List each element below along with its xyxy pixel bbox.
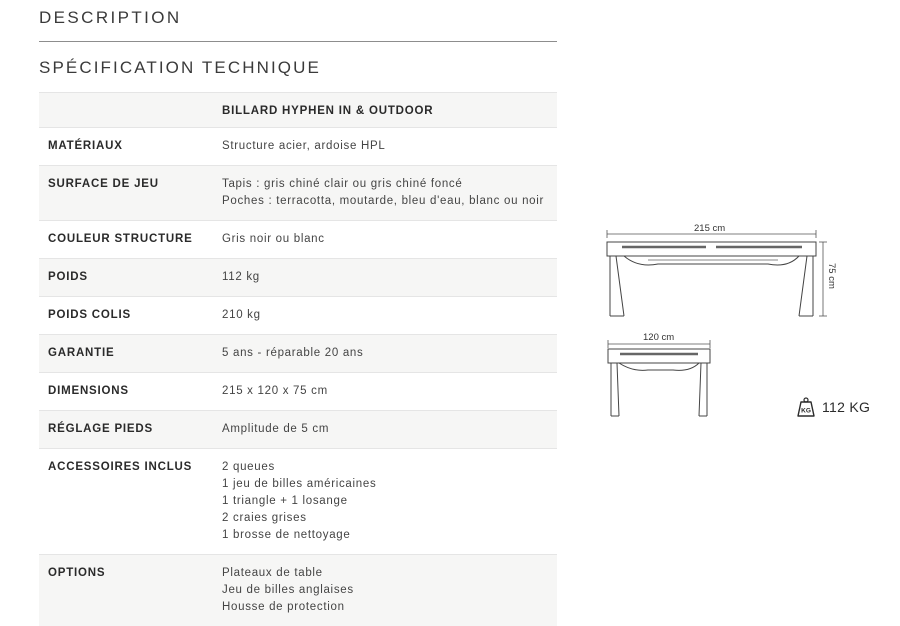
table-row [39, 554, 557, 626]
table-header-empty [39, 103, 222, 117]
section-divider [39, 41, 557, 42]
value-line: Structure acier, ardoise HPL [222, 140, 386, 152]
row-value [222, 345, 557, 362]
side-view-short [608, 349, 710, 416]
value-line: Amplitude de 5 cm [222, 423, 330, 435]
row-label: COULEUR STRUCTURE [48, 233, 193, 245]
row-label: RÉGLAGE PIEDS [48, 423, 153, 435]
row-value [222, 269, 557, 286]
table-header-row [39, 92, 557, 127]
height-dimension-label: 75 cm [826, 263, 837, 289]
row-value [222, 231, 557, 248]
row-label: SURFACE DE JEU [48, 178, 159, 190]
table-row [39, 448, 557, 554]
row-label: DIMENSIONS [48, 385, 129, 397]
table-dimension-drawing [598, 220, 858, 425]
value-line: 112 kg [222, 271, 260, 283]
value-line: 215 x 120 x 75 cm [222, 385, 328, 397]
weight-badge [795, 396, 870, 418]
row-label: ACCESSOIRES INCLUS [48, 461, 193, 473]
table-row [39, 296, 557, 334]
row-label: POIDS [48, 271, 88, 283]
row-value [222, 176, 557, 210]
value-line: 5 ans - réparable 20 ans [222, 347, 364, 359]
row-label: MATÉRIAUX [48, 140, 123, 152]
side-view-long [607, 242, 816, 316]
value-line: 210 kg [222, 309, 261, 321]
row-value [222, 459, 557, 544]
row-value [222, 565, 557, 616]
weight-label: 112 KG [822, 399, 871, 415]
table-row [39, 127, 557, 165]
value-line: Jeu de billes anglaises [222, 584, 354, 596]
table-row [39, 258, 557, 296]
value-line: Poches : terracotta, moutarde, bleu d'eau, blanc ou noir [222, 195, 545, 207]
value-line: 1 triangle + 1 losange [222, 495, 348, 507]
value-line: Tapis : gris chiné clair ou gris chiné foncé [222, 178, 463, 190]
description-heading[interactable]: DESCRIPTION [39, 8, 182, 27]
row-label: POIDS COLIS [48, 309, 131, 321]
value-line: 1 jeu de billes américaines [222, 478, 377, 490]
row-value [222, 138, 557, 155]
row-label: GARANTIE [48, 347, 115, 359]
value-line: Gris noir ou blanc [222, 233, 325, 245]
weight-icon [795, 396, 817, 418]
value-line: Plateaux de table [222, 567, 323, 579]
value-line: Housse de protection [222, 601, 345, 613]
table-row [39, 334, 557, 372]
spec-table [39, 92, 557, 626]
spec-title: SPÉCIFICATION TECHNIQUE [39, 58, 321, 77]
table-row [39, 372, 557, 410]
value-line: 1 brosse de nettoyage [222, 529, 351, 541]
length-dimension-label: 215 cm [694, 223, 726, 234]
product-name: BILLARD HYPHEN IN & OUTDOOR [222, 105, 434, 117]
row-label: OPTIONS [48, 567, 106, 579]
row-value [222, 383, 557, 400]
svg-text:KG: KG [801, 407, 811, 415]
table-row [39, 410, 557, 448]
value-line: 2 craies grises [222, 512, 307, 524]
row-value [222, 307, 557, 324]
width-dimension-label: 120 cm [643, 332, 675, 343]
value-line: 2 queues [222, 461, 275, 473]
row-value [222, 421, 557, 438]
table-row [39, 220, 557, 258]
table-row [39, 165, 557, 220]
